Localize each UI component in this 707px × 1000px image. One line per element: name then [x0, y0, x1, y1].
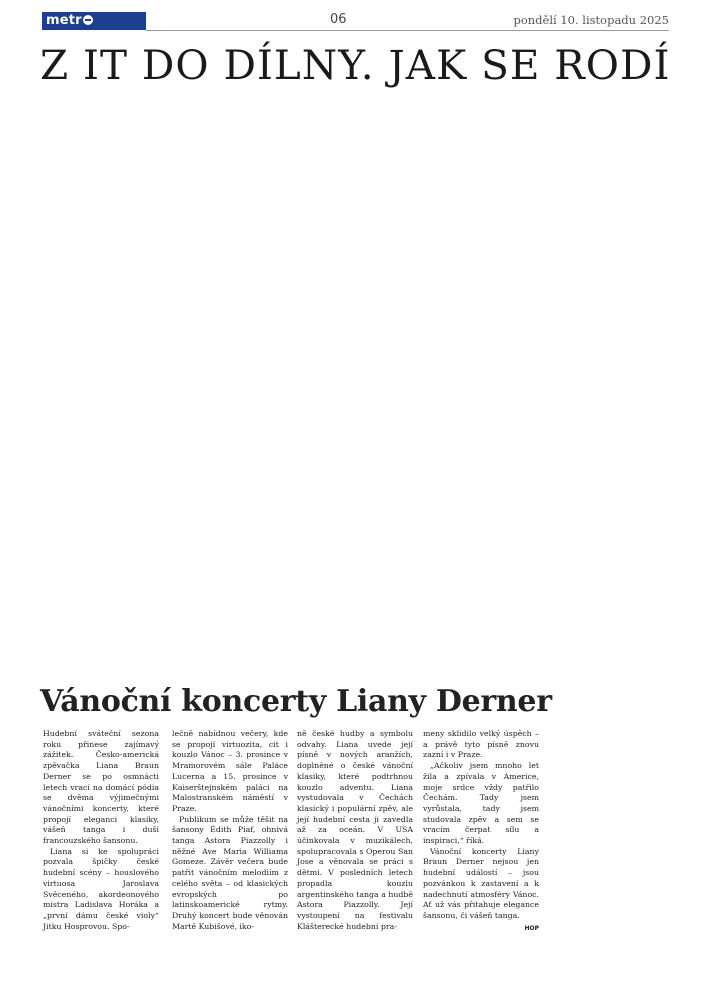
- paragraph: „Ačkoliv jsem mnoho let žila a zpívala v Americe, moje srdce vždy patřilo Čechám. Tady jsem vyrůstala, tady jsem studovala zpěv a sem se vracím čerpat sílu a inspiraci,“ říká.: [423, 761, 539, 846]
- paragraph: Liana si ke spolupráci pozvala špičky české hudební scény – houslového virtuosa Jaroslava Svěceného, akordeonového mistra Ladislava Horáka a „první dámu české violy“ Jitku Hosprovou. Spo-: [43, 846, 159, 931]
- page-header: [42, 12, 669, 32]
- header-rule: [146, 30, 669, 31]
- page-number: 06: [330, 12, 347, 27]
- article-column-2: [172, 729, 288, 932]
- paragraph: Publikum se může těšit na šansony Édith Piaf, ohnivá tanga Astora Piazzolly i něžné Ave Maria Williama Gomeze. Závěr večera bude patřit vánočním melodiím z celého světa – od klasických evropských po latinskoamerické rytmy. Druhý koncert bude věnován Martě Kubišové, iko-: [172, 814, 288, 931]
- metro-logo: metr: [42, 12, 146, 30]
- paragraph: meny sklidilo velký úspěch – a právě tyto písně znovu zazní i v Praze.: [423, 729, 539, 760]
- logo-globe-icon: [83, 15, 93, 25]
- article-column-1: [43, 729, 159, 932]
- author-signature: HOP: [524, 924, 539, 932]
- page-headline: Z IT DO DÍLNY. JAK SE RODÍ: [40, 41, 671, 89]
- article-column-3: [297, 729, 413, 932]
- issue-date: pondělí 10. listopadu 2025: [513, 13, 669, 27]
- paragraph: ně české hudby a symbolu odvahy. Liana uvede její písně v nových aranžích, doplněné o české vánoční klasiky, které podtrhnou kouzlo adventu. Liana vystudovala v Čechách klasický i populární zpěv, ale její hudební cesta ji zavedla až za oceán. V USA účinkovala v muzikálech, spolupracovala s Operou San Jose a věnovala se práci s dětmi. V posledních letech propadla kouzlu argentinského tanga a hudbě Astora Piazzolly. Její vystoupení na festivalu Klášterecké hudební pra-: [297, 729, 413, 931]
- paragraph: lečně nabídnou večery, kde se propojí virtuozita, cit i kouzlo Vánoc – 3. prosince v Mramorovém sále Paláce Lucerna a 15. prosince v Kaiserštejnském paláci na Malostranském náměstí v Praze.: [172, 729, 288, 813]
- paragraph: [423, 846, 539, 932]
- paragraph: Hudební sváteční sezona roku přinese zajímavý zážitek. Česko-americká zpěvačka Liana Braun Derner se po osmnácti letech vrací na domácí pódia se dvěma výjimečnými vánočními koncerty, které propojí eleganci klasiky, vášeň tanga i duši francouzského šansonu.: [43, 729, 159, 846]
- paragraph-text: Vánoční koncerty Liany Braun Derner nejsou jen hudební událostí – jsou pozvánkou k zastavení a k nadechnutí atmosféry Vánoc. Ať už vás přitahuje elegance šansonu, či vášeň tanga.: [423, 846, 539, 920]
- article-column-4: [423, 729, 539, 934]
- article-title: Vánoční koncerty Liany Derner: [40, 684, 552, 719]
